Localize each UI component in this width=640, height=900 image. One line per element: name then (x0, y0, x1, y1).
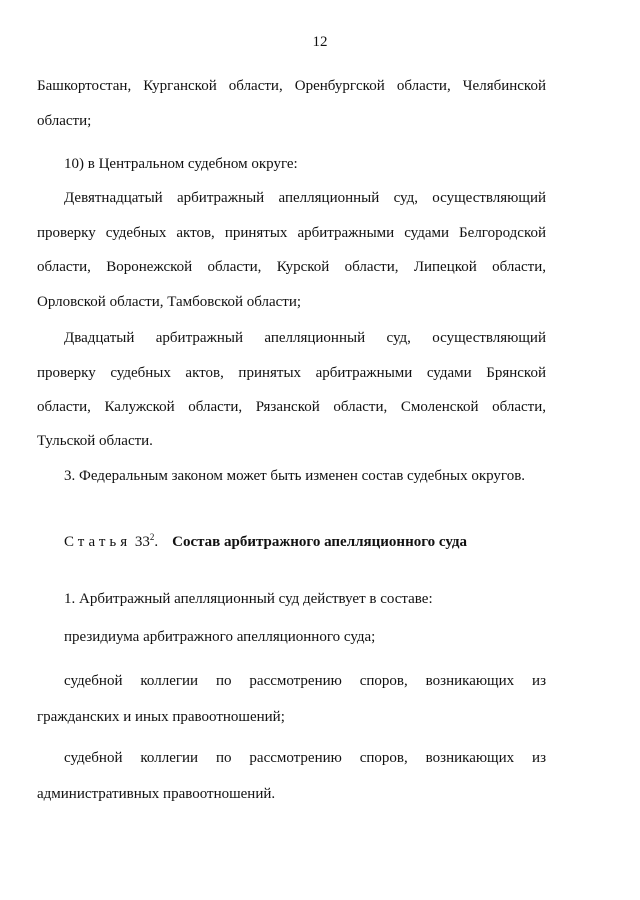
text-line: 1. Арбитражный апелляционный суд действует в составе: (64, 591, 433, 607)
article-heading (64, 528, 467, 551)
text-line: Башкортостан, Курганской области, Оренбургской области, Челябинской (37, 78, 546, 94)
text-line: области; (37, 113, 92, 129)
text-line: административных правоотношений. (37, 786, 276, 802)
text-line: Девятнадцатый арбитражный апелляционный суд, осуществляющий (64, 190, 546, 206)
text-line: судебной коллегии по рассмотрению споров, возникающих из (64, 673, 546, 689)
text-line: проверку судебных актов, принятых арбитражными судами Белгородской (37, 225, 546, 241)
text-line: судебной коллегии по рассмотрению споров, возникающих из (64, 750, 546, 766)
text-line: Двадцатый арбитражный апелляционный суд, осуществляющий (64, 330, 546, 346)
text-line: области, Воронежской области, Курской области, Липецкой области, (37, 259, 546, 275)
text-line: области, Калужской области, Рязанской области, Смоленской области, (37, 399, 546, 415)
text-line: Орловской области, Тамбовской области; (37, 294, 302, 310)
text-line: 3. Федеральным законом может быть изменен состав судебных округов. (64, 468, 526, 484)
text-line: Тульской области. (37, 433, 153, 449)
page-number: 12 (312, 34, 328, 50)
article-superscript: 2 (149, 532, 155, 542)
article-label: Статья (64, 534, 132, 550)
text-line: гражданских и иных правоотношений; (37, 709, 285, 725)
article-title: Состав арбитражного апелляционного суда (172, 534, 468, 550)
text-line: проверку судебных актов, принятых арбитражными судами Брянской (37, 365, 546, 381)
text-line: президиума арбитражного апелляционного суда; (64, 629, 376, 645)
text-line: 10) в Центральном судебном округе: (64, 156, 298, 172)
article-dot: . (154, 534, 159, 550)
article-number: 33 (134, 534, 150, 550)
